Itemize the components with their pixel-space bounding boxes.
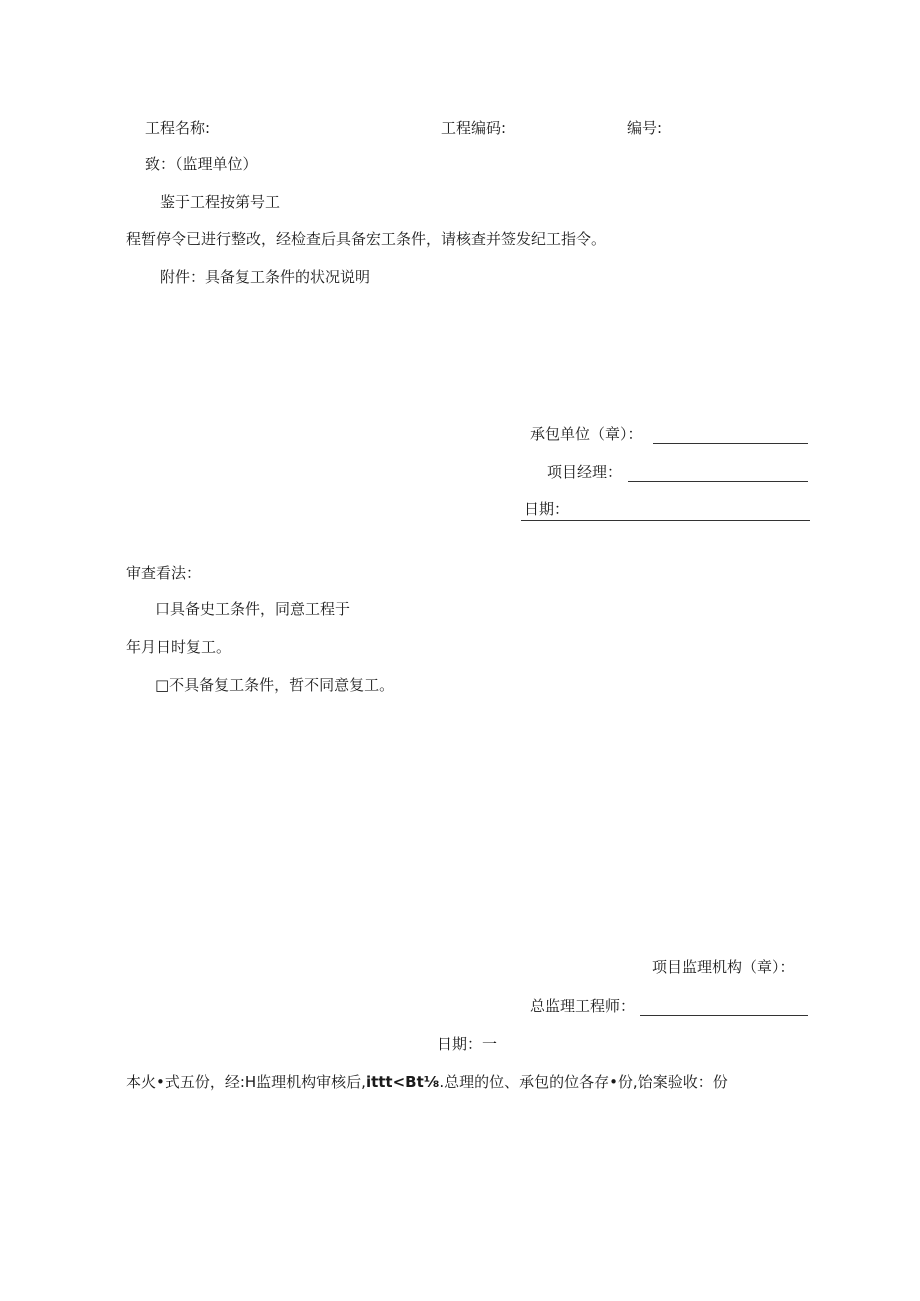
review-option-approve-date: 年月日时复工。 [126, 638, 232, 656]
project-manager-label: 项目经理： [547, 463, 623, 481]
supervisor-date-label: 日期：一 [437, 1035, 498, 1053]
supervision-agency-label: 项目监理机构（章）： [652, 958, 795, 976]
review-option-reject: □不具备复工条件，哲不同意复工。 [155, 676, 395, 694]
project-name-label: 工程名称: [145, 119, 211, 137]
project-manager-signature-line [628, 481, 808, 482]
contractor-unit-label: 承包单位（章）： [530, 425, 643, 443]
contractor-date-line [521, 520, 810, 521]
footer-note-part-c: .总理的位、承包的位各存•份,饴案验收：份 [439, 1073, 728, 1091]
recipient-line: 致：（监理单位） [145, 155, 258, 173]
chief-engineer-signature-line [640, 1015, 808, 1016]
footer-note-part-b: ittt<Bt⅛ [365, 1073, 440, 1091]
number-label: 编号: [627, 119, 663, 137]
footer-note [126, 1075, 728, 1090]
project-code-label: 工程编码: [441, 119, 507, 137]
review-option-approve: 口具备史工条件，同意工程于 [155, 600, 351, 618]
footer-note-part-a: 本火•式五份，经:H监理机构审核后, [126, 1073, 366, 1091]
review-title: 审查看法： [126, 564, 202, 582]
attachment-line: 附件：具备复工条件的状况说明 [160, 268, 371, 286]
chief-engineer-label: 总监理工程师： [530, 997, 636, 1015]
body-line-1: 鉴于工程按第号工 [160, 193, 281, 211]
body-line-2: 程暂停令已进行整改，经检查后具备宏工条件，请核查并签发纪工指令。 [126, 230, 607, 248]
contractor-date-label: 日期： [524, 500, 570, 518]
contractor-unit-signature-line [653, 443, 808, 444]
